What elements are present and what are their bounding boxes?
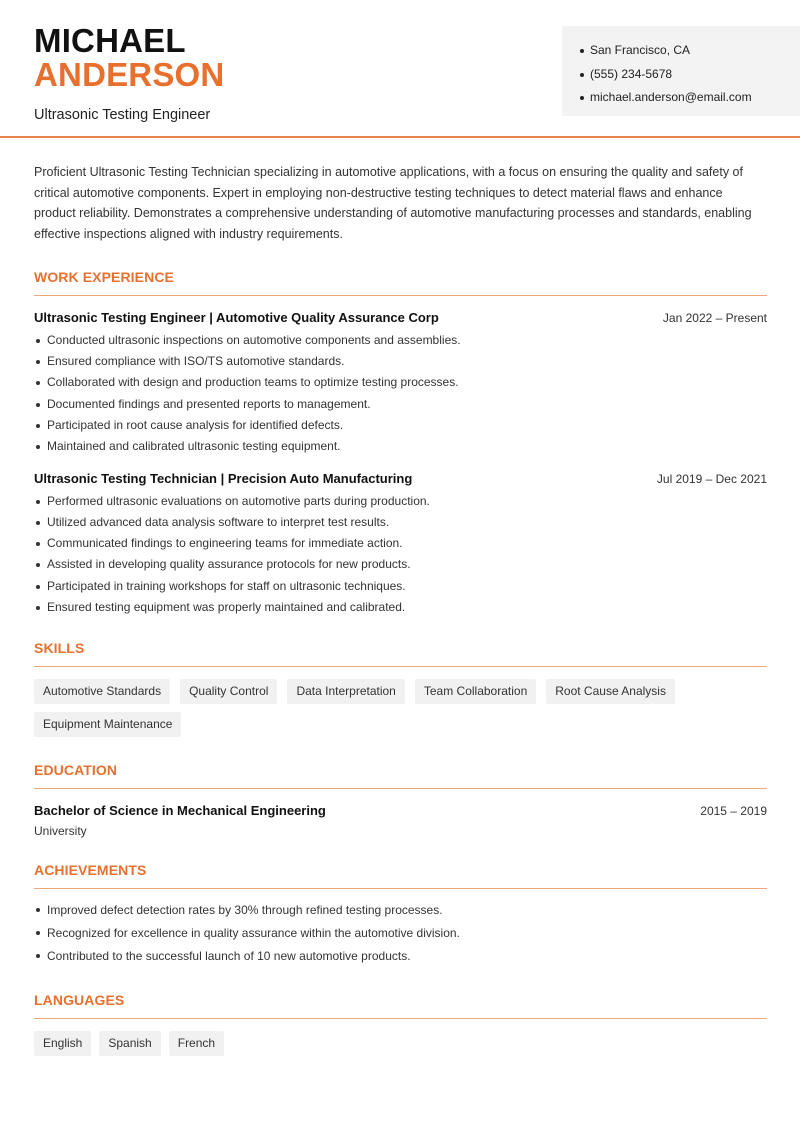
list-item: Collaborated with design and production teams to optimize testing processes. xyxy=(34,372,767,393)
section-title-skills: SKILLS xyxy=(34,640,85,657)
section-title-education: EDUCATION xyxy=(34,762,118,779)
job-title-company: Ultrasonic Testing Engineer | Automotive Quality Assurance Corp xyxy=(34,309,439,325)
list-item: Performed ultrasonic evaluations on automotive parts during production. xyxy=(34,491,767,512)
list-item: Assisted in developing quality assurance protocols for new products. xyxy=(34,554,767,575)
list-item: Maintained and calibrated ultrasonic testing equipment. xyxy=(34,436,767,457)
contact-location: San Francisco, CA xyxy=(580,39,800,63)
section-divider xyxy=(34,788,767,789)
list-item: Participated in root cause analysis for identified defects. xyxy=(34,415,767,436)
job-title: Ultrasonic Testing Engineer xyxy=(34,107,211,123)
contact-box xyxy=(562,26,800,116)
language-chips xyxy=(34,1031,767,1056)
section-divider xyxy=(34,1018,767,1019)
summary-paragraph: Proficient Ultrasonic Testing Technician specializing in automotive applications, with a focus on ensuring the quality and safety of critical automotive components. Expert in employing non-destructive testing techniques to detect material flaws and enhance product reliability. Demonstrates a comprehensive understanding of automotive manufacturing processes and standards, enabling effective inspections aligned with industry requirements. xyxy=(34,165,752,242)
job-bullets xyxy=(34,491,767,619)
list-item: Conducted ultrasonic inspections on automotive components and assemblies. xyxy=(34,330,767,351)
job-dates: Jan 2022 – Present xyxy=(662,310,767,325)
skill-chip: Root Cause Analysis xyxy=(546,679,675,704)
skills-chips xyxy=(34,679,767,737)
job-title-company: Ultrasonic Testing Technician | Precision Auto Manufacturing xyxy=(34,470,413,486)
section-title-work: WORK EXPERIENCE xyxy=(34,268,174,285)
skill-chip: Team Collaboration xyxy=(415,679,536,704)
list-item: Ensured compliance with ISO/TS automotive standards. xyxy=(34,351,767,372)
list-item: Recognized for excellence in quality assurance within the automotive division. xyxy=(34,922,767,945)
skills-section xyxy=(34,640,767,737)
job-dates: Jul 2019 – Dec 2021 xyxy=(656,471,767,486)
skill-chip: Quality Control xyxy=(180,679,277,704)
languages-section xyxy=(34,992,767,1056)
contact-list xyxy=(580,39,800,110)
section-title-achievements: ACHIEVEMENTS xyxy=(34,862,147,879)
education-entry xyxy=(34,803,767,838)
skill-chip: Equipment Maintenance xyxy=(34,712,181,737)
list-item: Improved defect detection rates by 30% through refined testing processes. xyxy=(34,899,767,922)
education-section xyxy=(34,762,767,838)
list-item: Utilized advanced data analysis software to interpret test results. xyxy=(34,512,767,533)
language-chip: English xyxy=(34,1031,91,1056)
resume-header xyxy=(0,0,800,138)
list-item: Communicated findings to engineering teams for immediate action. xyxy=(34,533,767,554)
name-block xyxy=(34,24,224,123)
language-chip: French xyxy=(169,1031,224,1056)
language-chip: Spanish xyxy=(99,1031,160,1056)
list-item: Ensured testing equipment was properly maintained and calibrated. xyxy=(34,597,767,618)
work-experience-section xyxy=(34,269,767,619)
list-item: Contributed to the successful launch of 10 new automotive products. xyxy=(34,945,767,968)
first-name: MICHAEL xyxy=(34,22,186,59)
achievements-section xyxy=(34,862,767,968)
job-entry xyxy=(34,471,767,619)
job-entry xyxy=(34,310,767,458)
contact-phone[interactable]: (555) 234-5678 xyxy=(580,63,800,87)
school-name: University xyxy=(34,824,87,839)
resume-body xyxy=(34,162,767,1056)
section-title-languages: LANGUAGES xyxy=(34,992,125,1009)
section-divider xyxy=(34,666,767,667)
list-item: Documented findings and presented reports to management. xyxy=(34,394,767,415)
skill-chip: Automotive Standards xyxy=(34,679,170,704)
section-divider xyxy=(34,295,767,296)
job-bullets xyxy=(34,330,767,458)
skill-chip: Data Interpretation xyxy=(287,679,404,704)
list-item: Participated in training workshops for staff on ultrasonic techniques. xyxy=(34,576,767,597)
degree: Bachelor of Science in Mechanical Engineering xyxy=(34,803,326,819)
contact-email[interactable]: michael.anderson@email.com xyxy=(580,86,800,110)
education-dates: 2015 – 2019 xyxy=(700,804,767,819)
section-divider xyxy=(34,888,767,889)
last-name: ANDERSON xyxy=(34,56,225,93)
achievement-list xyxy=(34,899,767,968)
